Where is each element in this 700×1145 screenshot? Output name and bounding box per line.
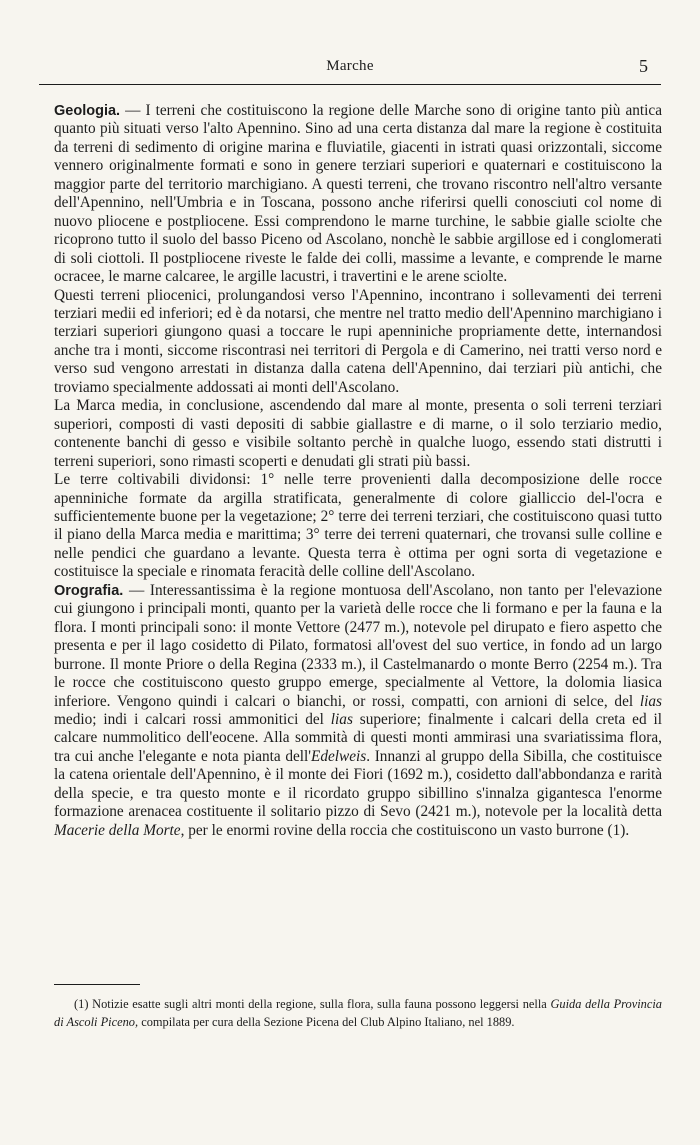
- main-text: [54, 102, 662, 840]
- geologia-heading: Geologia.: [54, 103, 121, 119]
- footnote-marker: (1): [74, 997, 89, 1011]
- macerie-term: Macerie della Morte: [54, 821, 181, 839]
- lias-term-1: lias: [639, 692, 662, 710]
- geologia-text-2: Questi terreni pliocenici, prolungandosi verso l'Apennino, incontrano i sollevamenti dei terreni terziari medii ed inferiori; ed è da notarsi, che mentre nel tratto medio dell'Apennino marchigiano i terziari superiori giungono quasi a toccare le rupi apenniniche propriamente dette, internandosi anche tra i monti, siccome riscontrasi nei territori di Pergola e di Camerino, nei tratti verso nord e verso sud vengono arrestati in distanza dalla catena dell'Apennino, dai terziari più antichi, che troviamo specialmente addossati ai monti dell'Ascolano.: [54, 286, 662, 396]
- footnote-text-a: Notizie esatte sugli altri monti della regione, sulla flora, sulla fauna possono leggersi nella: [88, 997, 551, 1011]
- geologia-paragraph-1: [54, 102, 662, 287]
- geologia-paragraph-4: [54, 471, 662, 582]
- orografia-text-c: superiore; finalmente i calcari della creta ed il calcare nummolitico dell'eocene. Alla sommità di questi monti ammirasi una svariatissima flora, tra cui anche l'elegante e nota pianta dell': [54, 710, 663, 765]
- geologia-paragraph-2: [54, 287, 662, 398]
- orografia-text-a: — Interessantissima è la regione montuosa dell'Ascolano, non tanto per l'elevazione cui giungono i principali monti, quanto per la varietà delle rocce che li formano e per la fauna e la flora. I monti principali sono: il monte Vettore (2477 m.), notevole pel dirupato e fiero aspetto che presenta e per il lago cosidetto di Pilato, formatosi all'ovest del suo vertice, in fondo ad un largo burrone. Il monte Priore o della Regina (2333 m.), il Castelmanardo o monte Berro (2254 m.). Tra le rocce che costituiscono questo gruppo emerge, specialmente al Vettore, la dolomia liasica inferiore. Vengono quindi i calcari o bianchi, or rossi, compatti, con arnioni di selce, del: [54, 581, 662, 710]
- header-rule: [39, 84, 661, 85]
- lias-term-2: lias: [330, 710, 353, 728]
- page-number: 5: [639, 56, 648, 76]
- edelweis-term: Edelweis: [311, 747, 367, 765]
- running-head: [52, 58, 648, 80]
- geologia-text-3: La Marca media, in conclusione, ascendendo dal mare al monte, presenta o soli terreni terziari superiori, composti di vasti depositi di sabbie giallastre e di marne, o il solo terziario medio, contenente banchi di gesso e visibile soltanto perchè in qualche luogo, essendo stati distrutti i terreni superiori, sono rimasti scoperti e denudati gli strati più bassi.: [54, 397, 662, 470]
- footnote-text-b: compilata per cura della Sezione Picena del Club Alpino Italiano, nel 1889.: [138, 1015, 515, 1029]
- geologia-paragraph-3: [54, 397, 662, 471]
- footnote-rule: [54, 984, 140, 985]
- footnote-guide-title: Guida della Provincia di Ascoli Piceno,: [54, 997, 662, 1029]
- running-title: Marche: [326, 58, 374, 74]
- orografia-heading: Orografia.: [54, 582, 124, 599]
- geologia-text-1: — I terreni che costituiscono la regione delle Marche sono di origine tanto più antica quanto più situati verso l'alto Apennino. Sino ad una certa distanza dal mare la regione è costituita da terreni di sedimento di origine marina e fluviatile, giacenti in istrati quasi orizzontali, siccome vennero originalmente formati e sono in genere terziari superiori e quaternari e costituiscono la maggior parte del territorio marchigiano. A questi terreni, che trovano riscontro nell'altro versante dell'Apennino, nell'Umbria e in Toscana, possono anche riferirsi quelli conosciuti col nome di nuovo pliocene e postpliocene. Essi comprendono le marne turchine, le sabbie gialle sciolte che ricoprono tutto il suolo del basso Piceno od Ascolano, nonchè le sabbie argillose ed i conglomerati di soli ciottoli. Il postpliocene riveste le falde dei colli, massime a levante, e comprende le marne ocracee, le marne calcaree, le argille lacustri, i travertini e le arene sciolte.: [54, 102, 662, 286]
- footnote: [54, 995, 662, 1031]
- orografia-text-b: medio; indi i calcari rossi ammonitici del: [54, 710, 331, 728]
- orografia-text-d: . Innanzi al gruppo della Sibilla, che costituisce la catena orientale dell'Apennino, è il monte dei Fiori (1692 m.), cosidetto dall'abbondanza e rarità della specie, e tra questo monte e il ricordato gruppo sibillino s'innalza gigantesca l'enorme formazione arenacea costituente il solitario pizzo di Sevo (2421 m.), notevole per la località detta: [54, 747, 662, 821]
- orografia-paragraph: [54, 582, 662, 840]
- orografia-text-e: , per le enormi rovine della roccia che costituiscono un vasto burrone (1).: [180, 821, 630, 839]
- geologia-text-4: Le terre coltivabili dividonsi: 1° nelle terre provenienti dalla decomposizione delle rocce apenniniche formate da argilla stratificata, generalmente di colore gialliccio del-l'ocra e sufficientemente buone per la vegetazione; 2° terre dei terreni terziari, che costituiscono quasi tutto il piano della Marca media e marittima; 3° terre dei terreni quaternari, che trovansi sulle colline e nelle pendici che guardano a levante. Questa terra è ottima per ogni sorta di vegetazione e costituisce la speciale e rinomata feracità delle colline dell'Ascolano.: [54, 471, 662, 581]
